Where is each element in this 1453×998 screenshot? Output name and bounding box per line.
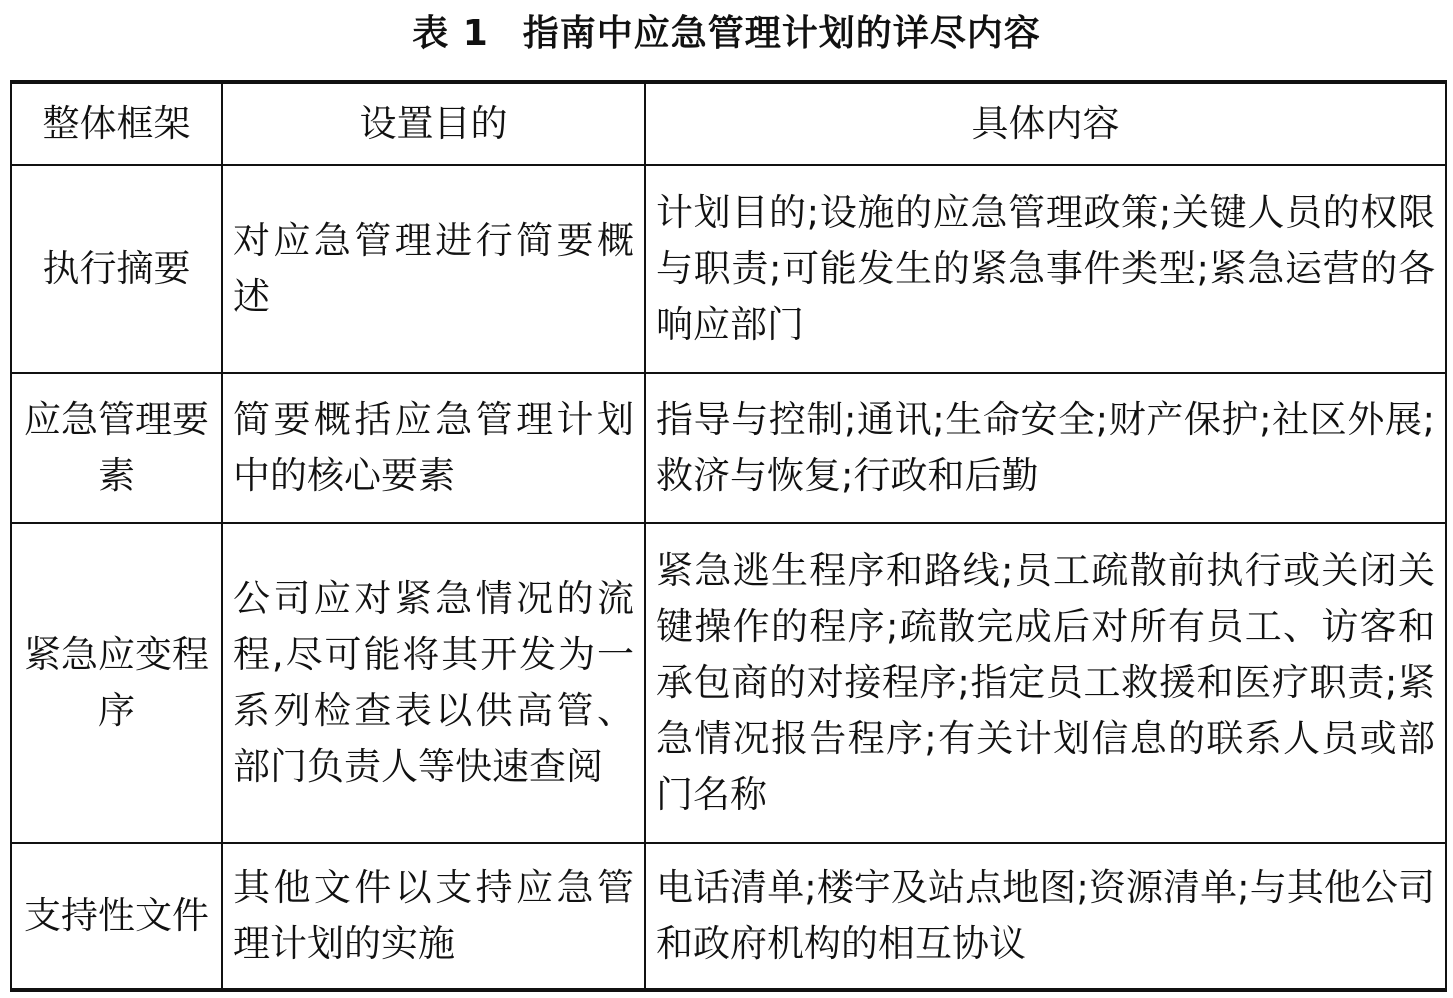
- table-caption: [0, 8, 1453, 60]
- table-row: [11, 373, 1446, 523]
- cell-framework: 支持性文件: [11, 843, 222, 990]
- cell-purpose: 其他文件以支持应急管理计划的实施: [222, 843, 645, 990]
- cell-content: 计划目的;设施的应急管理政策;关键人员的权限与职责;可能发生的紧急事件类型;紧急运营的各响应部门: [645, 165, 1446, 373]
- cell-purpose: 简要概括应急管理计划中的核心要素: [222, 373, 645, 523]
- cell-framework: 紧急应变程序: [11, 523, 222, 843]
- emergency-plan-table: [10, 80, 1447, 992]
- cell-content: 指导与控制;通讯;生命安全;财产保护;社区外展;救济与恢复;行政和后勤: [645, 373, 1446, 523]
- table-row: [11, 523, 1446, 843]
- table-title: 指南中应急管理计划的详尽内容: [522, 13, 1041, 54]
- header-content: 具体内容: [645, 82, 1446, 165]
- cell-purpose: 对应急管理进行简要概述: [222, 165, 645, 373]
- cell-content: 紧急逃生程序和路线;员工疏散前执行或关闭关键操作的程序;疏散完成后对所有员工、访客和承包商的对接程序;指定员工救援和医疗职责;紧急情况报告程序;有关计划信息的联系人员或部门名称: [645, 523, 1446, 843]
- header-framework: 整体框架: [11, 82, 222, 165]
- header-purpose: 设置目的: [222, 82, 645, 165]
- table-row: [11, 165, 1446, 373]
- table-row: [11, 843, 1446, 990]
- cell-framework: 应急管理要素: [11, 373, 222, 523]
- cell-purpose: 公司应对紧急情况的流程,尽可能将其开发为一系列检查表以供高管、部门负责人等快速查阅: [222, 523, 645, 843]
- cell-content: 电话清单;楼宇及站点地图;资源清单;与其他公司和政府机构的相互协议: [645, 843, 1446, 990]
- table-number: 表 1: [412, 13, 489, 54]
- table-header-row: [11, 82, 1446, 165]
- cell-framework: 执行摘要: [11, 165, 222, 373]
